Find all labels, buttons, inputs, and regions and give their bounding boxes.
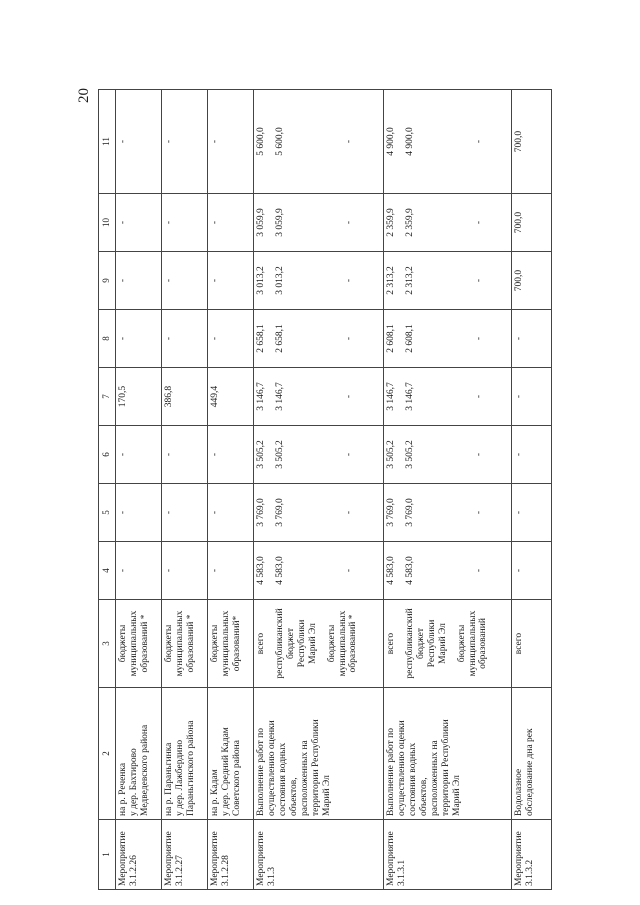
value-line: 3 769,0 xyxy=(386,498,396,527)
funding-source-cell xyxy=(512,600,552,688)
value-cell xyxy=(208,252,254,310)
funding-source-line: бюджеты xyxy=(118,624,128,663)
value-cell xyxy=(208,368,254,426)
funding-source-line: всего xyxy=(514,632,524,655)
rotated-table-wrapper xyxy=(76,88,623,890)
funding-source-line: бюджеты xyxy=(326,624,337,663)
header-cell: 3 xyxy=(99,600,116,688)
value-line: - xyxy=(210,510,220,515)
value-cell xyxy=(254,252,384,310)
value-line: - xyxy=(473,568,484,573)
description-line: у дер. Бахтирово xyxy=(128,748,139,816)
value-cell xyxy=(162,484,208,542)
value-line: - xyxy=(210,139,220,144)
description-line: на р. Реченка xyxy=(118,762,128,816)
funding-source-line: образований* xyxy=(231,615,242,672)
value-line: - xyxy=(473,452,484,457)
funding-source-line: образований * xyxy=(348,614,359,673)
value-cell xyxy=(384,252,512,310)
value-line: 2 359,9 xyxy=(404,208,415,237)
value-cell xyxy=(162,90,208,194)
value-cell xyxy=(384,542,512,600)
value-line: - xyxy=(343,220,354,225)
value-line: - xyxy=(118,452,128,457)
value-line: 386,8 xyxy=(164,385,174,408)
measure-description-cell xyxy=(208,688,254,820)
description-line: состояния водных xyxy=(277,742,288,816)
value-line: - xyxy=(473,336,484,341)
funding-source-line: муниципальных xyxy=(337,610,348,677)
description-line: у дер. Средний Кадам xyxy=(220,727,231,816)
value-cell xyxy=(208,542,254,600)
value-line: 3 013,2 xyxy=(256,266,266,295)
description-line: объектов, xyxy=(418,777,429,816)
value-cell xyxy=(162,310,208,368)
value-cell xyxy=(254,368,384,426)
value-cell xyxy=(512,368,552,426)
value-line: - xyxy=(343,568,354,573)
funding-source-line: образований xyxy=(478,618,489,669)
measure-id-cell: Мероприятие 3.1.2.27 xyxy=(162,820,208,890)
value-line: 4 900,0 xyxy=(404,127,415,156)
measure-description-cell xyxy=(254,688,384,820)
value-line: - xyxy=(514,568,524,573)
funding-source-line: образований * xyxy=(139,614,150,673)
funding-source-line: муниципальных xyxy=(128,610,139,677)
value-line: 4 900,0 xyxy=(386,127,396,156)
value-cell xyxy=(254,194,384,252)
description-line: объектов, xyxy=(288,777,299,816)
description-line: расположенных на xyxy=(429,740,440,816)
funding-source-line: Марий Эл xyxy=(307,623,318,664)
value-line: 170,5 xyxy=(118,385,128,408)
value-line: - xyxy=(118,336,128,341)
table-row xyxy=(116,90,162,890)
value-line: 3 505,2 xyxy=(386,440,396,469)
value-line: - xyxy=(343,139,354,144)
header-cell: 4 xyxy=(99,542,116,600)
value-line: 700,0 xyxy=(514,211,524,234)
value-line: 3 505,2 xyxy=(256,440,266,469)
value-line: - xyxy=(473,220,484,225)
value-cell xyxy=(384,426,512,484)
header-cell: 8 xyxy=(99,310,116,368)
value-line: - xyxy=(473,394,484,399)
funding-source-line: бюджеты xyxy=(456,624,467,663)
value-cell xyxy=(512,426,552,484)
value-cell xyxy=(162,542,208,600)
description-line: Медведевского района xyxy=(139,724,150,816)
value-cell xyxy=(116,194,162,252)
description-line: на р. Кадам xyxy=(210,769,220,816)
value-cell xyxy=(162,252,208,310)
funding-source-line: всего xyxy=(256,632,266,655)
funding-source-line: образований * xyxy=(185,614,196,673)
header-cell: 9 xyxy=(99,252,116,310)
value-line: - xyxy=(164,336,174,341)
value-cell xyxy=(254,90,384,194)
description-line: осуществлению оценки xyxy=(266,720,277,816)
value-line: 3 769,0 xyxy=(256,498,266,527)
measure-id-cell: Мероприятие 3.1.2.28 xyxy=(208,820,254,890)
value-cell xyxy=(384,90,512,194)
value-line: 3 505,2 xyxy=(274,440,285,469)
value-line: - xyxy=(343,278,354,283)
funding-source-line: муниципальных xyxy=(220,610,231,677)
description-line: у дер. Лажбердино xyxy=(174,739,185,816)
description-line: Выполнение работ по xyxy=(386,727,396,816)
value-cell xyxy=(208,484,254,542)
value-line: 449,4 xyxy=(210,385,220,408)
value-cell xyxy=(116,90,162,194)
value-line: 2 313,2 xyxy=(404,266,415,295)
value-cell xyxy=(208,194,254,252)
table-row xyxy=(208,90,254,890)
value-line: 5 600,0 xyxy=(274,127,285,156)
value-line: - xyxy=(343,394,354,399)
header-cell: 7 xyxy=(99,368,116,426)
description-line: осуществлению оценки xyxy=(396,720,407,816)
value-line: - xyxy=(514,336,524,341)
table-row xyxy=(162,90,208,890)
value-line: - xyxy=(473,510,484,515)
funding-source-line: республиканский xyxy=(404,608,415,679)
value-cell xyxy=(254,310,384,368)
value-cell xyxy=(512,542,552,600)
measure-id-cell: Мероприятие 3.1.3.2 xyxy=(512,820,552,890)
value-line: 3 146,7 xyxy=(256,382,266,411)
value-line: - xyxy=(164,452,174,457)
header-cell: 5 xyxy=(99,484,116,542)
value-cell xyxy=(384,368,512,426)
funding-source-line: бюджет xyxy=(285,627,296,660)
value-line: - xyxy=(164,220,174,225)
table-row xyxy=(254,90,384,890)
value-cell xyxy=(208,90,254,194)
value-line: - xyxy=(210,220,220,225)
value-line: - xyxy=(210,278,220,283)
funding-source-line: муниципальных xyxy=(467,610,478,677)
funding-source-line: бюджет xyxy=(415,627,426,660)
description-line: Выполнение работ по xyxy=(256,727,266,816)
value-line: 2 608,1 xyxy=(386,324,396,353)
value-line: 2 359,9 xyxy=(386,208,396,237)
program-table xyxy=(98,89,552,890)
value-line: 4 583,0 xyxy=(274,556,285,585)
value-cell xyxy=(254,426,384,484)
value-line: - xyxy=(514,510,524,515)
measure-description-cell xyxy=(116,688,162,820)
value-line: - xyxy=(473,139,484,144)
value-line: - xyxy=(210,336,220,341)
value-line: - xyxy=(118,278,128,283)
header-cell: 2 xyxy=(99,688,116,820)
value-cell xyxy=(512,252,552,310)
value-line: - xyxy=(514,452,524,457)
funding-source-line: Республики xyxy=(426,619,437,668)
funding-source-line: всего xyxy=(386,632,396,655)
funding-source-line: муниципальных xyxy=(174,610,185,677)
value-line: - xyxy=(164,139,174,144)
header-cell: 6 xyxy=(99,426,116,484)
funding-source-line: Марий Эл xyxy=(437,623,448,664)
value-line: - xyxy=(118,220,128,225)
value-line: 4 583,0 xyxy=(256,556,266,585)
value-cell xyxy=(116,368,162,426)
value-cell xyxy=(254,484,384,542)
description-line: территории Республики xyxy=(310,719,321,816)
value-cell xyxy=(384,310,512,368)
value-line: - xyxy=(514,394,524,399)
value-cell xyxy=(116,252,162,310)
funding-source-cell xyxy=(208,600,254,688)
description-line: на р. Параньгинка xyxy=(164,742,174,816)
value-line: - xyxy=(118,510,128,515)
value-line: - xyxy=(164,510,174,515)
value-cell xyxy=(208,310,254,368)
value-line: 2 658,1 xyxy=(256,324,266,353)
value-cell xyxy=(116,542,162,600)
description-line: Марий Эл xyxy=(451,775,462,816)
value-cell xyxy=(116,484,162,542)
value-line: 700,0 xyxy=(514,269,524,292)
value-line: - xyxy=(210,568,220,573)
measure-description-cell xyxy=(384,688,512,820)
description-line: Водолазное xyxy=(514,768,524,816)
value-line: 4 583,0 xyxy=(404,556,415,585)
measure-id-cell: Мероприятие 3.1.2.26 xyxy=(116,820,162,890)
value-cell xyxy=(384,194,512,252)
description-line: Советского района xyxy=(231,740,242,816)
value-cell xyxy=(512,310,552,368)
header-cell: 11 xyxy=(99,90,116,194)
value-cell xyxy=(208,426,254,484)
value-line: 3 146,7 xyxy=(404,382,415,411)
value-line: 3 769,0 xyxy=(274,498,285,527)
value-line: 3 505,2 xyxy=(404,440,415,469)
table-row xyxy=(512,90,552,890)
header-row xyxy=(99,90,116,890)
value-line: - xyxy=(210,452,220,457)
value-line: 3 146,7 xyxy=(386,382,396,411)
funding-source-line: республиканский xyxy=(274,608,285,679)
header-cell: 1 xyxy=(99,820,116,890)
header-cell: 10 xyxy=(99,194,116,252)
funding-source-cell xyxy=(162,600,208,688)
measure-description-cell xyxy=(162,688,208,820)
value-line: 700,0 xyxy=(514,130,524,153)
funding-source-cell xyxy=(384,600,512,688)
value-line: 3 146,7 xyxy=(274,382,285,411)
measure-id-cell: Мероприятие 3.1.3 xyxy=(254,820,384,890)
description-line: Марий Эл xyxy=(321,775,332,816)
value-line: 2 658,1 xyxy=(274,324,285,353)
value-line: - xyxy=(118,568,128,573)
value-line: 3 059,9 xyxy=(256,208,266,237)
value-line: - xyxy=(164,278,174,283)
measure-description-cell xyxy=(512,688,552,820)
table-row xyxy=(384,90,512,890)
value-line: 4 583,0 xyxy=(386,556,396,585)
description-line: расположенных на xyxy=(299,740,310,816)
description-line: территории Республики xyxy=(440,719,451,816)
value-cell xyxy=(116,310,162,368)
value-line: - xyxy=(343,452,354,457)
value-line: - xyxy=(118,139,128,144)
value-cell xyxy=(162,194,208,252)
value-line: 2 608,1 xyxy=(404,324,415,353)
value-line: 3 059,9 xyxy=(274,208,285,237)
value-cell xyxy=(512,194,552,252)
value-cell xyxy=(254,542,384,600)
value-line: 3 769,0 xyxy=(404,498,415,527)
measure-id-cell: Мероприятие 3.1.3.1 xyxy=(384,820,512,890)
value-line: - xyxy=(343,510,354,515)
value-line: - xyxy=(164,568,174,573)
page-number: 20 xyxy=(76,88,92,103)
funding-source-cell xyxy=(116,600,162,688)
value-cell xyxy=(162,426,208,484)
value-line: - xyxy=(343,336,354,341)
description-line: Параньгинского района xyxy=(185,720,196,816)
value-cell xyxy=(162,368,208,426)
value-line: 3 013,2 xyxy=(274,266,285,295)
funding-source-line: бюджеты xyxy=(164,624,174,663)
description-line: обследование дна рек xyxy=(524,728,535,816)
description-line: состояния водных xyxy=(407,742,418,816)
value-cell xyxy=(512,484,552,542)
funding-source-line: Республики xyxy=(296,619,307,668)
funding-source-line: бюджеты xyxy=(210,624,220,663)
value-cell xyxy=(512,90,552,194)
value-cell xyxy=(384,484,512,542)
value-cell xyxy=(116,426,162,484)
value-line: 2 313,2 xyxy=(386,266,396,295)
funding-source-cell xyxy=(254,600,384,688)
value-line: 5 600,0 xyxy=(256,127,266,156)
value-line: - xyxy=(473,278,484,283)
